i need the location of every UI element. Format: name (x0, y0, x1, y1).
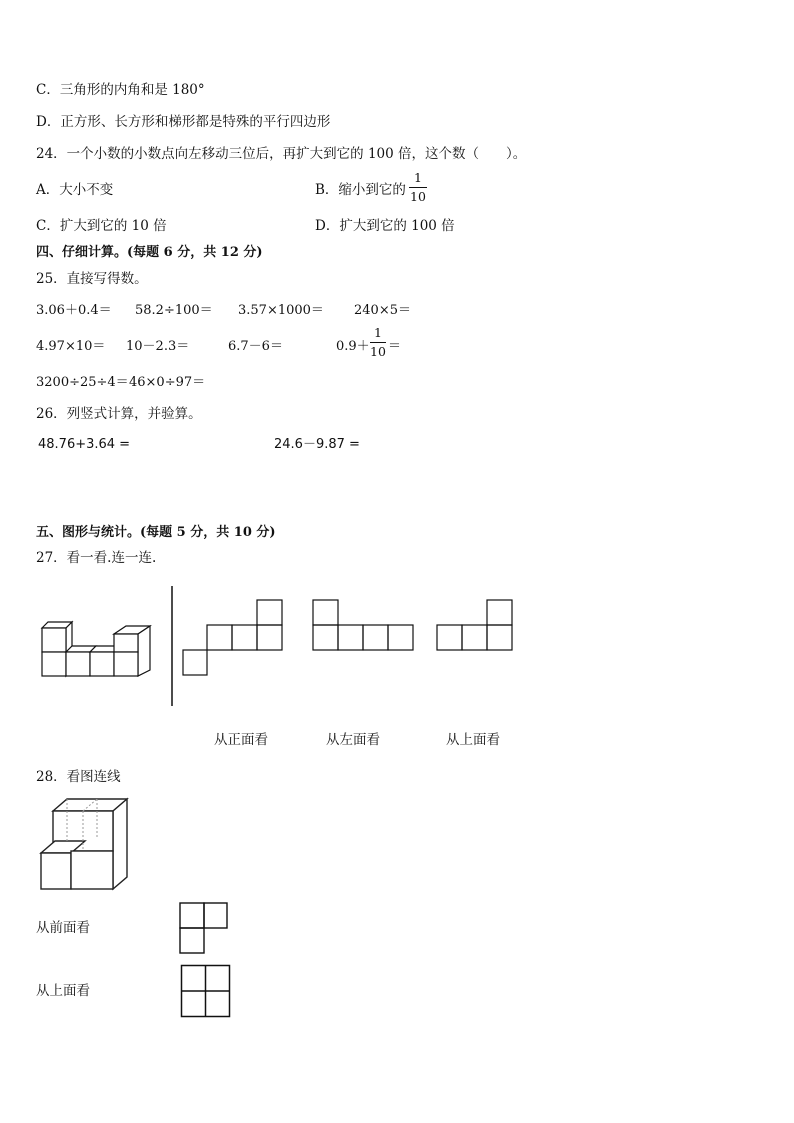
fraction-numerator: 1 (414, 170, 422, 185)
q25-item: 46×0÷97＝ (129, 375, 206, 390)
q25-item-prefix: 0.9＋ (336, 339, 370, 354)
q26-expression-2: 24.6－9.87 = (274, 437, 360, 452)
q25-item: 3.57×1000＝ (238, 303, 324, 318)
q27-stem: 27．看一看.连一连. (36, 550, 157, 566)
q27-view-grid-1 (182, 599, 283, 676)
fraction-denominator: 10 (370, 343, 386, 359)
fraction-bar (409, 187, 427, 188)
q27-label-left: 从左面看 (326, 732, 380, 748)
q23-option-c: C．三角形的内角和是 180° (36, 82, 205, 98)
q27-label-front: 从正面看 (214, 732, 268, 748)
q26-expression-1: 48.76+3.64 = (38, 437, 131, 452)
q26-stem: 26．列竖式计算，并验算。 (36, 406, 202, 422)
q25-item: 58.2÷100＝ (135, 303, 213, 318)
q25-item: 3200÷25÷4＝ (36, 375, 129, 390)
fraction-bar (370, 342, 386, 343)
q24-option-b-fraction (409, 172, 427, 203)
q25-item: 6.7－6＝ (228, 339, 283, 354)
q24-option-c: C．扩大到它的 10 倍 (36, 218, 167, 234)
q25-item: 4.97×10＝ (36, 339, 106, 354)
q25-item: 240×5＝ (354, 303, 411, 318)
q25-fraction (370, 327, 386, 358)
fraction-numerator: 1 (374, 325, 382, 340)
q25-item: 3.06＋0.4＝ (36, 303, 112, 318)
q27-label-top: 从上面看 (446, 732, 500, 748)
section4-heading: 四、仔细计算。(每题 6 分，共 12 分) (36, 245, 263, 260)
q28-solid-figure (39, 797, 131, 893)
q27-view-grid-3 (436, 599, 513, 651)
q27-view-grid-2 (312, 599, 414, 651)
q25-stem: 25．直接写得数。 (36, 271, 148, 287)
q28-label-front: 从前面看 (36, 920, 90, 936)
fraction-denominator: 10 (410, 188, 426, 204)
q28-label-top: 从上面看 (36, 983, 90, 999)
q27-divider-line (171, 586, 175, 708)
q24-option-d: D．扩大到它的 100 倍 (315, 218, 455, 234)
q24-option-b: B．缩小到它的 (315, 182, 406, 198)
q24-option-a: A．大小不变 (36, 182, 114, 198)
q25-item-suffix: ＝ (388, 339, 402, 354)
q23-option-d: D．正方形、长方形和梯形都是特殊的平行四边形 (36, 114, 331, 130)
q28-top-view-grid (180, 964, 232, 1019)
section5-heading: 五、图形与统计。(每题 5 分，共 10 分) (36, 525, 276, 540)
q25-item: 10－2.3＝ (126, 339, 190, 354)
q24-stem: 24．一个小数的小数点向左移动三位后，再扩大到它的 100 倍，这个数（ ）。 (36, 146, 527, 162)
q27-solid-figure (40, 620, 155, 682)
q28-front-view-grid (179, 902, 229, 954)
q28-stem: 28．看图连线 (36, 769, 121, 785)
